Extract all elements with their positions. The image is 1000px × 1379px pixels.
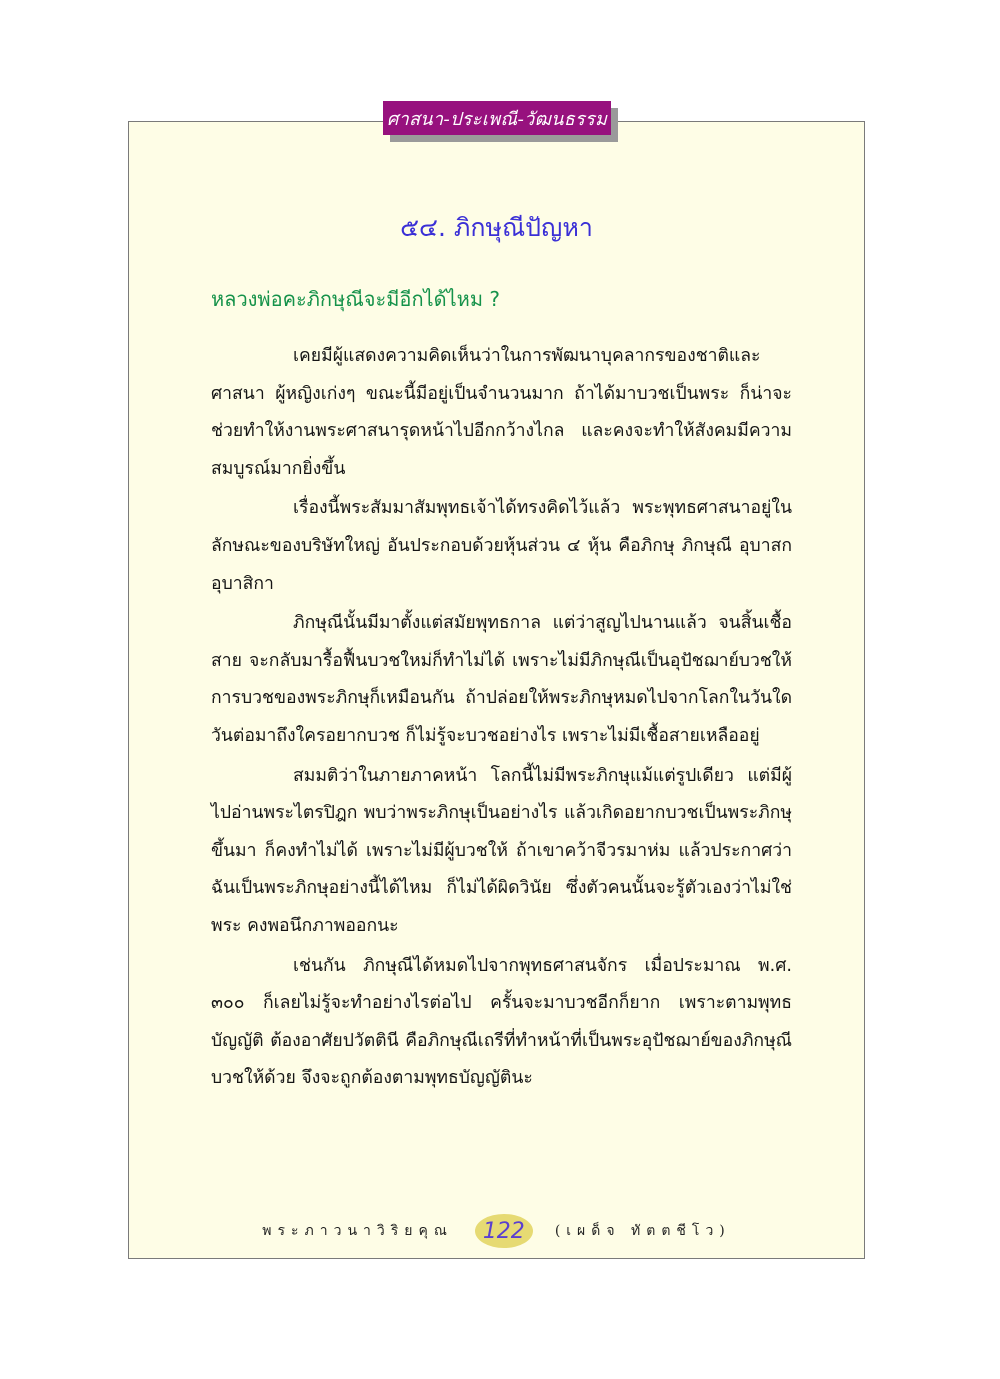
paragraph: เช่นกัน ภิกษุณีได้หมดไปจากพุทธศาสนจักร เมื่อประมาณ พ.ศ. ๓๐๐ ก็เลยไม่รู้จะทำอย่างไรต่อไป ครั้นจะมาบวชอีกก็ยาก เพราะตามพุทธบัญญัติ ต้องอาศัยปวัตตินี คือภิกษุณีเถรีที่ทำหน้าที่เป็นพระอุปัชฌาย์ของภิกษุณีบวชให้ด้วย จึงจะถูกต้องตามพุทธบัญญัตินะ: [211, 955, 792, 1089]
paragraph: ภิกษุณีนั้นมีมาตั้งแต่สมัยพุทธกาล แต่ว่าสูญไปนานแล้ว จนสิ้นเชื้อสาย จะกลับมารื้อฟื้นบวชใหม่ก็ทำไม่ได้ เพราะไม่มีภิกษุณีเป็นอุปัชฌาย์บวชให้ การบวชของพระภิกษุก็เหมือนกัน ถ้าปล่อยให้พระภิกษุหมดไปจากโลกในวันใด วันต่อมาถึงใครอยากบวช ก็ไม่รู้จะบวชอย่างไร เพราะไม่มีเชื้อสายเหลืออยู่: [211, 613, 792, 746]
chapter-title: ๕๔. ภิกษุณีปัญหา: [400, 213, 593, 242]
footer: [128, 1214, 865, 1248]
page-number-badge: 122: [475, 1214, 533, 1248]
footer-author: (เผด็จ ทัตตชีโว): [554, 1223, 731, 1239]
question-heading: หลวงพ่อคะภิกษุณีจะมีอีกได้ไหม ?: [211, 287, 500, 311]
paragraph: สมมติว่าในภายภาคหน้า โลกนี้ไม่มีพระภิกษุแม้แต่รูปเดียว แต่มีผู้ไปอ่านพระไตรปิฎก พบว่าพระภิกษุเป็นอย่างไร แล้วเกิดอยากบวชเป็นพระภิกษุขึ้นมา ก็คงทำไม่ได้ เพราะไม่มีผู้บวชให้ ถ้าเขาคว้าจีวรมาห่ม แล้วประกาศว่าฉันเป็นพระภิกษุอย่างนี้ได้ไหม ก็ไม่ได้ผิดวินัย ซึ่งตัวคนนั้นจะรู้ตัวเองว่าไม่ใช่พระ คงพอนึกภาพออกนะ: [211, 765, 792, 936]
paragraph: เคยมีผู้แสดงความคิดเห็นว่าในการพัฒนาบุคลากรของชาติและศาสนา ผู้หญิงเก่งๆ ขณะนี้มีอยู่เป็นจำนวนมาก ถ้าได้มาบวชเป็นพระ ก็น่าจะช่วยทำให้งานพระศาสนารุดหน้าไปอีกกว้างไกล และคงจะทำให้สังคมมีความสมบูรณ์มากยิ่งขึ้น: [211, 346, 792, 479]
body-text: [211, 338, 792, 1100]
category-tab: ศาสนา-ประเพณี-วัฒนธรรม: [383, 101, 611, 135]
footer-book-title: พระภาวนาวิริยคุณ: [262, 1223, 453, 1239]
paragraph: เรื่องนี้พระสัมมาสัมพุทธเจ้าได้ทรงคิดไว้แล้ว พระพุทธศาสนาอยู่ในลักษณะของบริษัทใหญ่ อันประกอบด้วยหุ้นส่วน ๔ หุ้น คือภิกษุ ภิกษุณี อุบาสก อุบาสิกา: [211, 498, 792, 594]
